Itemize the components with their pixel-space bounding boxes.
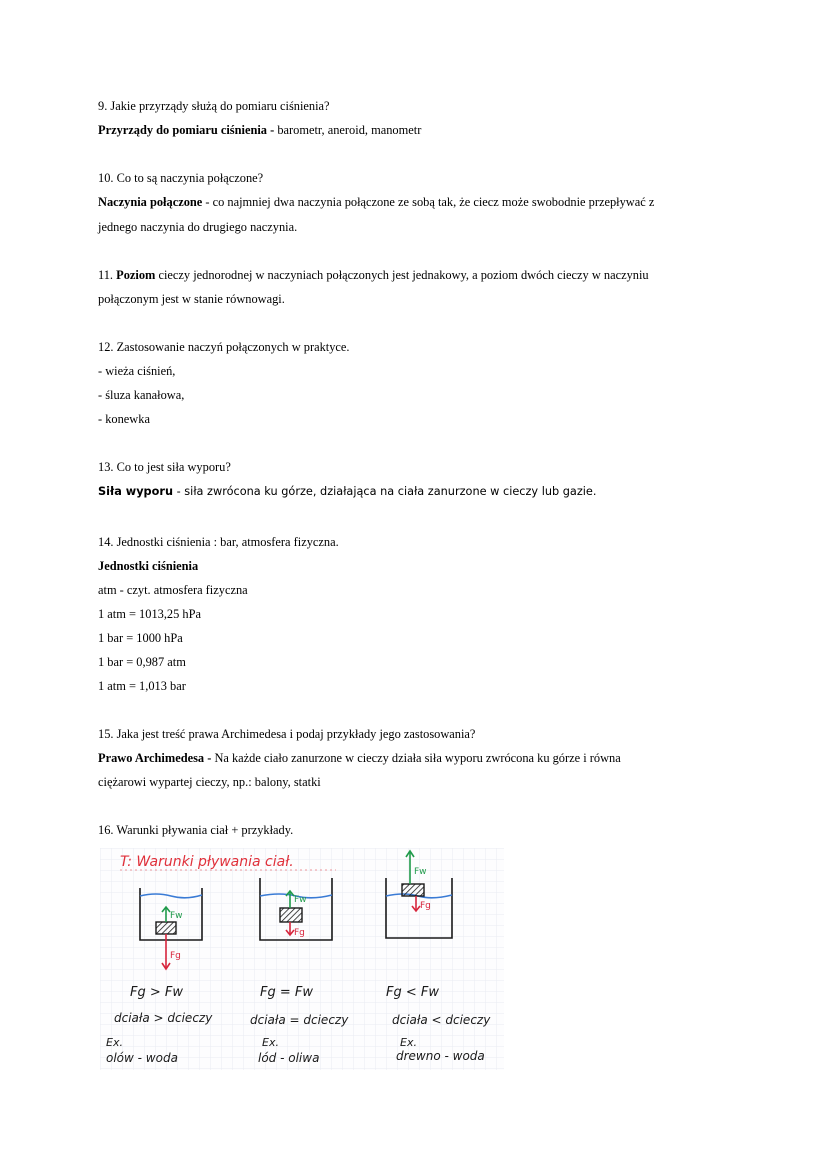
answer-15-text: Na każde ciało zanurzone w cieczy działa siła wyporu zwrócona ku górze i równa	[211, 751, 621, 765]
answer-9-term: Przyrządy do pomiaru ciśnienia -	[98, 123, 275, 137]
fw-label: Fw	[414, 867, 427, 877]
statement-11-line2: połączonym jest w stanie równowagi.	[98, 292, 285, 306]
density-sinking: dciała > dcieczy	[114, 1011, 213, 1025]
units-line: atm - czyt. atmosfera fizyczna	[98, 583, 248, 597]
units-line: 1 bar = 1000 hPa	[98, 631, 183, 645]
floating-body	[402, 884, 424, 896]
fw-label: Fw	[170, 911, 183, 921]
answer-15-term: Prawo Archimedesa -	[98, 751, 212, 765]
answer-13-term: Siła wyporu	[98, 485, 174, 498]
answer-10-line2: jednego naczynia do drugiego naczynia.	[98, 220, 298, 234]
statement-11-term: Poziom	[116, 268, 156, 282]
question-13: 13. Co to jest siła wyporu?	[98, 460, 231, 474]
units-line: 1 atm = 1013,25 hPa	[98, 607, 202, 621]
answer-15	[98, 750, 621, 766]
submerged-body	[280, 908, 302, 922]
question-14: 14. Jednostki ciśnienia : bar, atmosfera fizyczna.	[98, 535, 339, 549]
fg-label: Fg	[420, 901, 431, 911]
relation-sinking: Fg > Fw	[130, 985, 183, 1000]
example-label: Ex.	[262, 1036, 279, 1049]
units-line: 1 atm = 1,013 bar	[98, 679, 186, 693]
example-floating: drewno - woda	[396, 1049, 485, 1063]
question-10: 10. Co to są naczynia połączone?	[98, 171, 264, 185]
question-15: 15. Jaka jest treść prawa Archimedesa i podaj przykłady jego zastosowania?	[98, 727, 476, 741]
example-suspended: lód - oliwa	[258, 1051, 320, 1065]
figure-canvas	[100, 848, 504, 1070]
answer-15-line2: ciężarowi wypartej cieczy, np.: balony, statki	[98, 775, 321, 789]
question-16: 16. Warunki pływania ciał + przykłady.	[98, 823, 294, 837]
list-item: - śluza kanałowa,	[98, 388, 185, 402]
question-9: 9. Jakie przyrządy służą do pomiaru ciśnienia?	[98, 99, 330, 113]
relation-floating: Fg < Fw	[386, 985, 439, 1000]
answer-13-text: - siła zwrócona ku górze, działająca na ciała zanurzone w cieczy lub gazie.	[173, 485, 597, 498]
answer-9	[98, 122, 421, 138]
fg-label: Fg	[170, 951, 181, 961]
statement-11	[98, 267, 649, 283]
submerged-body	[156, 922, 176, 934]
question-12: 12. Zastosowanie naczyń połączonych w praktyce.	[98, 340, 350, 354]
handwritten-floating-figure	[100, 848, 504, 1070]
grid-lines	[100, 848, 504, 1070]
answer-10-term: Naczynia połączone	[98, 195, 203, 209]
units-heading: Jednostki ciśnienia	[98, 559, 199, 573]
statement-11-number: 11.	[98, 268, 117, 282]
list-item: - wieża ciśnień,	[98, 364, 176, 378]
example-label: Ex.	[106, 1036, 123, 1049]
answer-13	[98, 484, 596, 500]
example-label: Ex.	[400, 1036, 417, 1049]
list-item: - konewka	[98, 412, 150, 426]
statement-11-text: cieczy jednorodnej w naczyniach połączonych jest jednakowy, a poziom dwóch cieczy w naczyniu	[155, 268, 649, 282]
figure-title: T: Warunki pływania ciał.	[120, 854, 294, 870]
example-sinking: olów - woda	[106, 1051, 178, 1065]
fg-label: Fg	[294, 928, 305, 938]
density-suspended: dciała = dcieczy	[250, 1013, 349, 1027]
relation-suspended: Fg = Fw	[260, 985, 313, 1000]
answer-9-text: barometr, aneroid, manometr	[274, 123, 422, 137]
units-line: 1 bar = 0,987 atm	[98, 655, 186, 669]
answer-10-text: - co najmniej dwa naczynia połączone ze sobą tak, że ciecz może swobodnie przepływać z	[202, 195, 655, 209]
answer-10	[98, 194, 654, 210]
fw-label: Fw	[294, 895, 307, 905]
density-floating: dciała < dcieczy	[392, 1013, 491, 1027]
